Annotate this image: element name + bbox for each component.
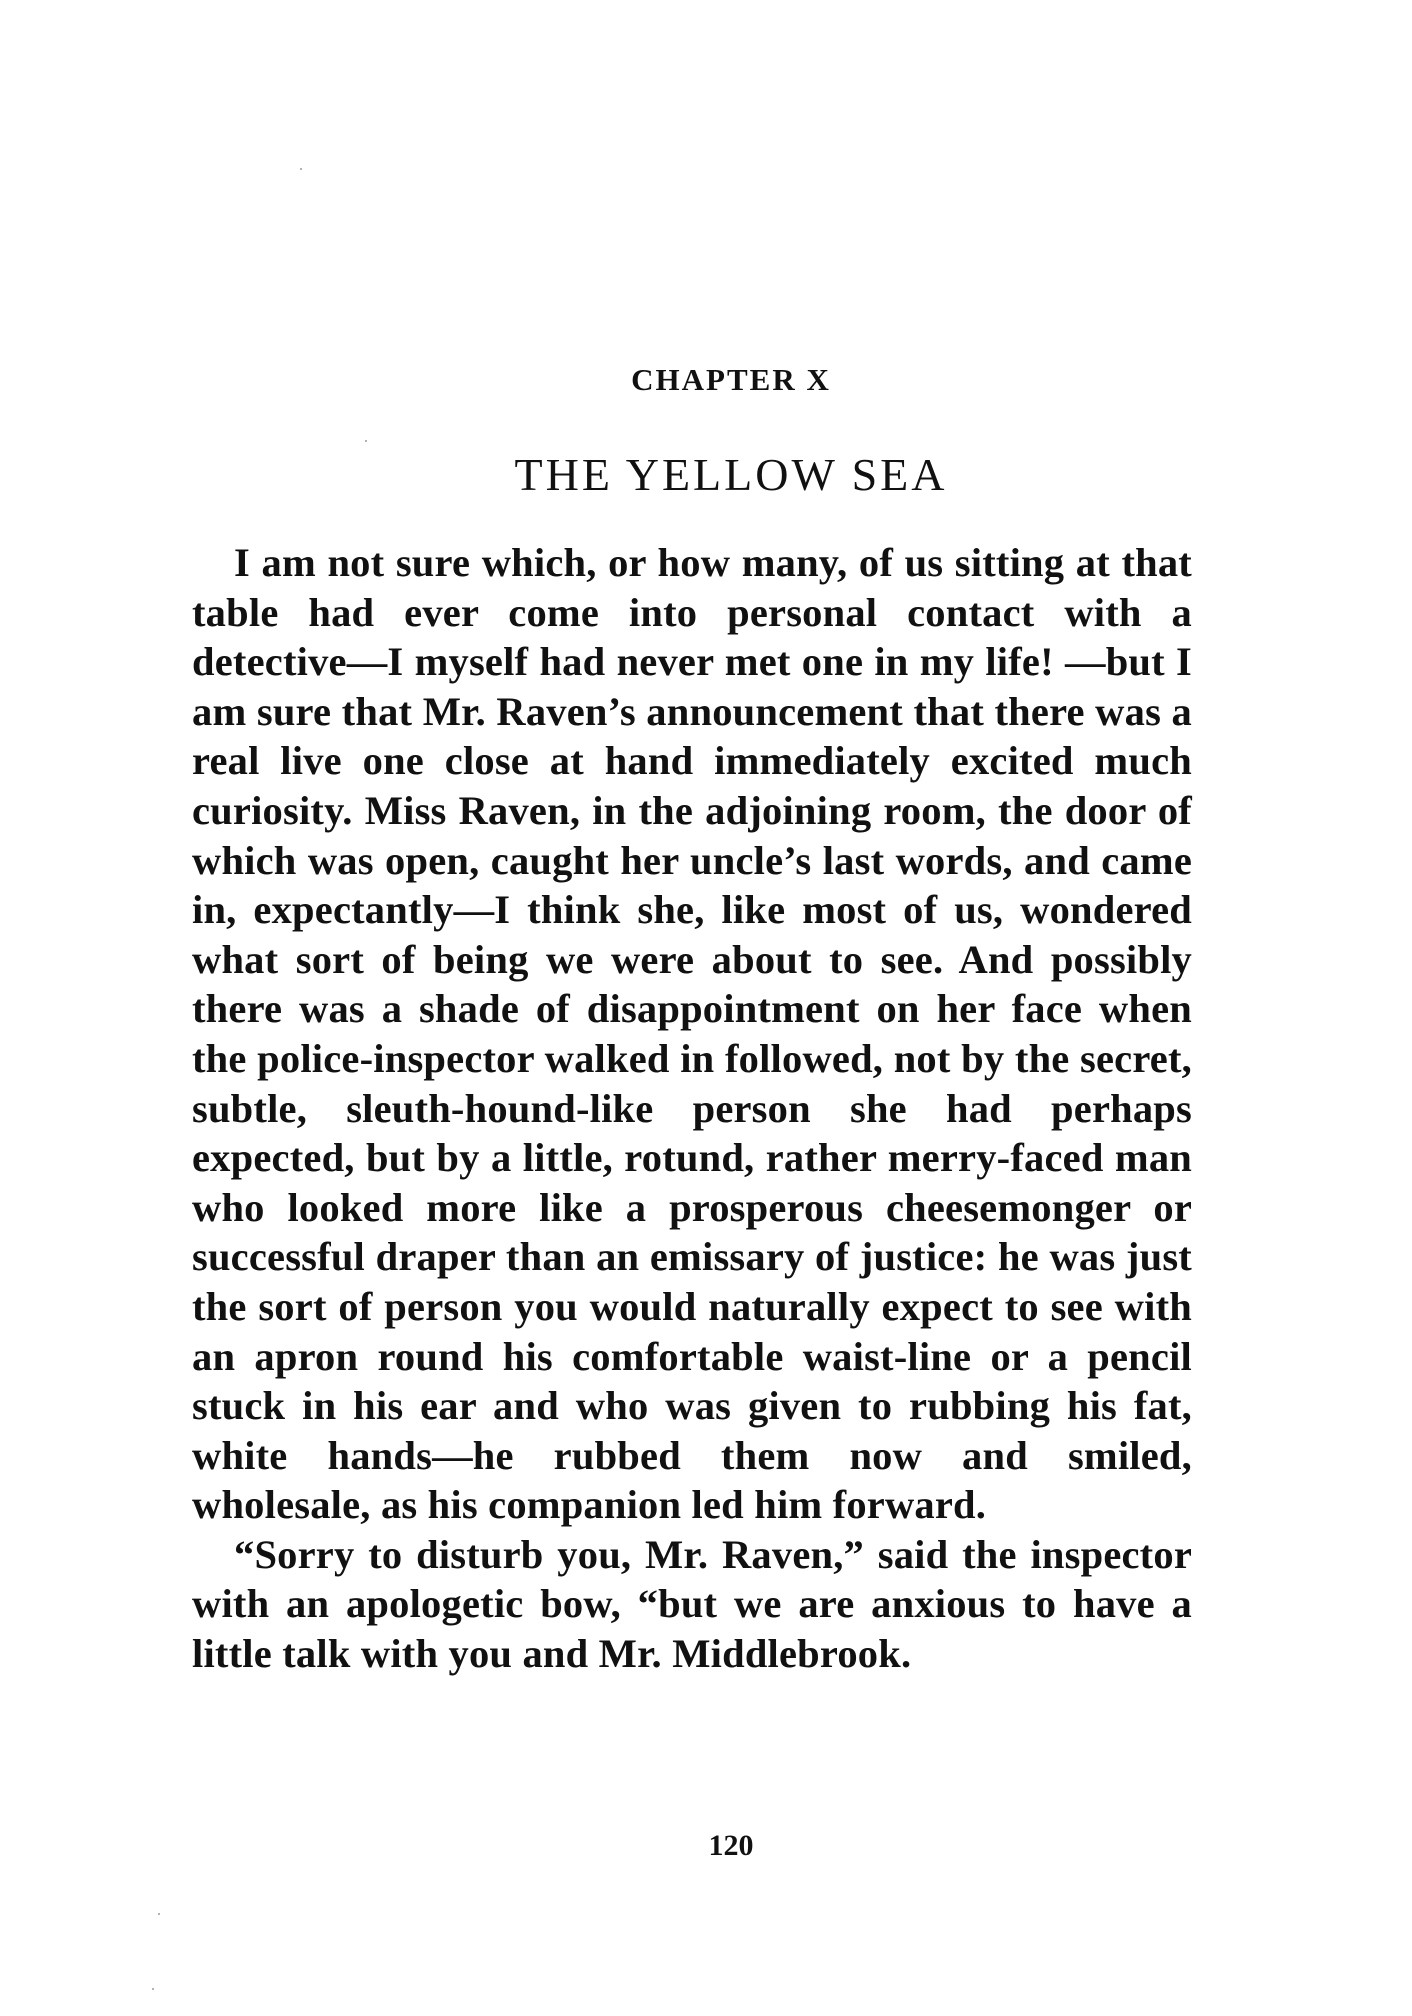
body-text (192, 538, 1192, 1679)
paragraph: I am not sure which, or how many, of us sitting at that table had ever come into personal contact with a detective—I myself had never met one in my life! —but I am sure that Mr. Raven’s announcement that there was a real live one close at hand immediately excited much curiosity. Miss Raven, in the adjoining room, the door of which was open, caught her uncle’s last words, and came in, expectantly—I think she, like most of us, wondered what sort of being we were about to see. And possibly there was a shade of disappointment on her face when the police-inspector walked in followed, not by the secret, subtle, sleuth-hound-like person she had perhaps expected, but by a little, rotund, rather merry-faced man who looked more like a prosperous cheesemonger or successful draper than an emissary of justice: he was just the sort of person you would naturally expect to see with an apron round his comfortable waist-line or a pencil stuck in his ear and who was given to rubbing his fat, white hands—he rubbed them now and smiled, wholesale, as his companion led him forward. (192, 540, 1192, 1528)
chapter-label: CHAPTER X (631, 362, 831, 397)
paragraph: “Sorry to disturb you, Mr. Raven,” said the inspector with an apologetic bow, “but we are anxious to have a little talk with you and Mr. Middlebrook. (192, 1531, 1192, 1677)
scan-speck (300, 168, 302, 170)
scan-speck (365, 440, 367, 442)
chapter-title: THE YELLOW SEA (514, 449, 948, 500)
page-number: 120 (708, 1829, 754, 1862)
scan-speck (152, 1988, 154, 1990)
scan-speck (158, 1913, 160, 1915)
